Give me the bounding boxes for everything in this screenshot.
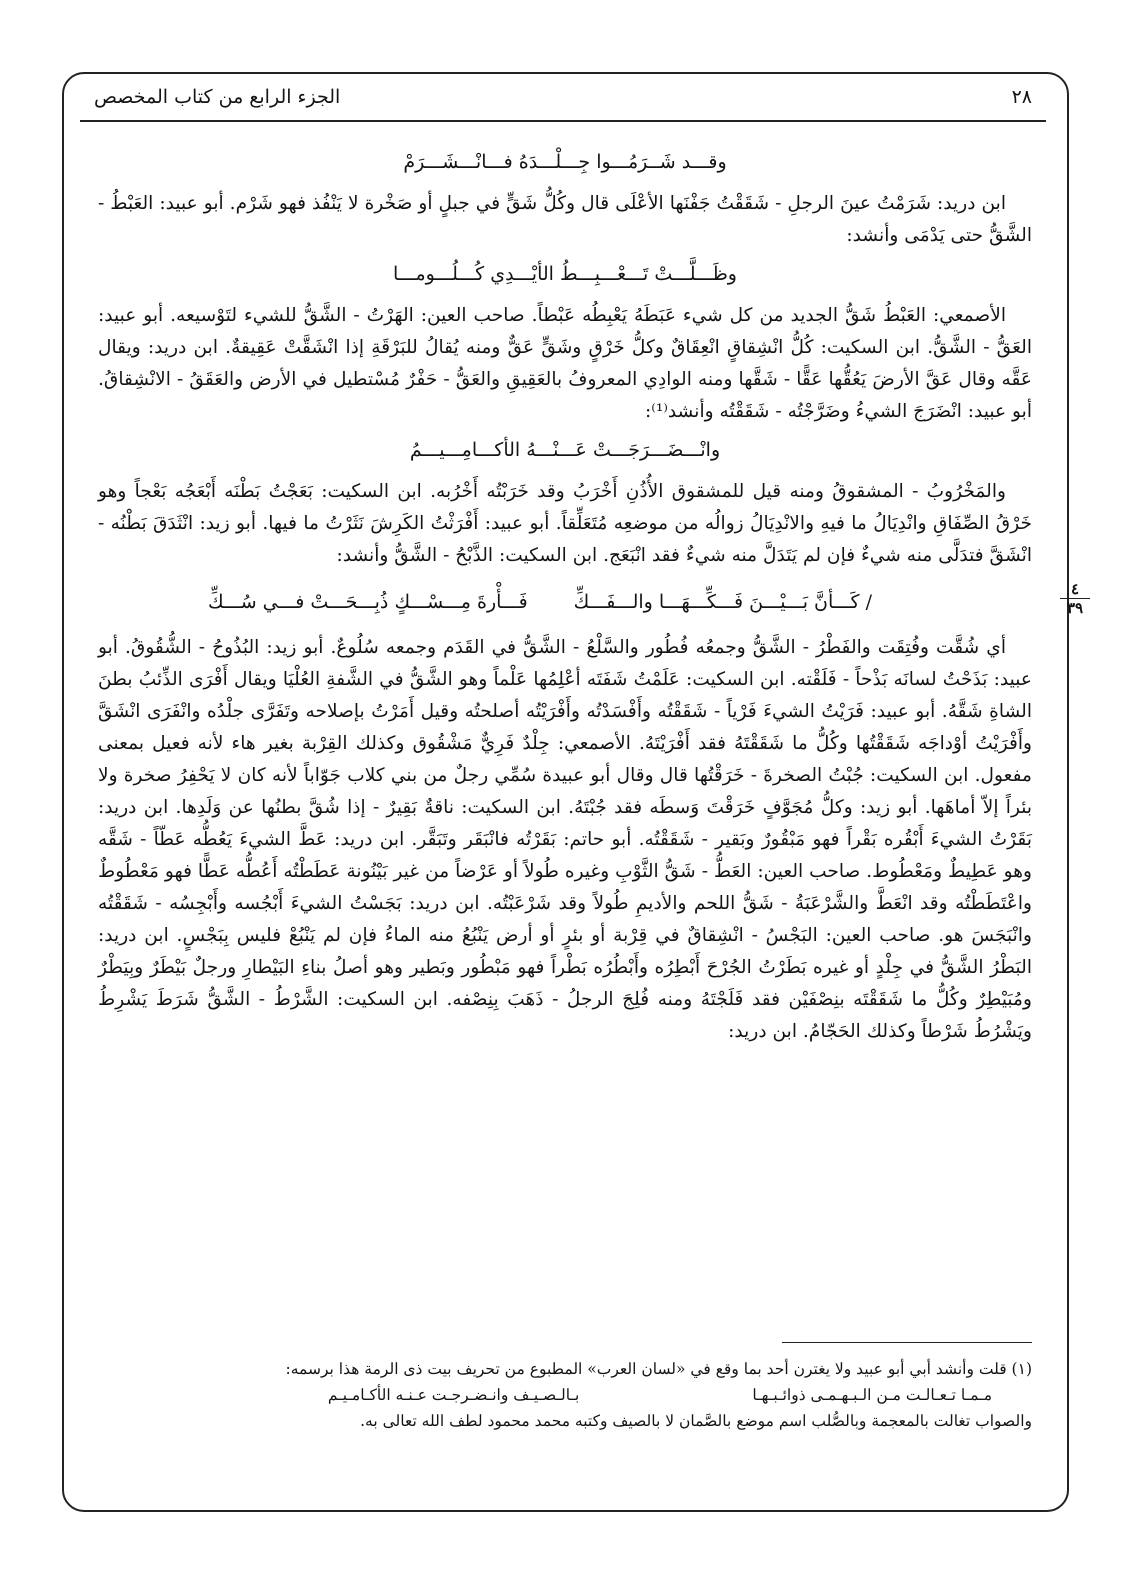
margin-ref-top: ٤: [1060, 580, 1090, 599]
verse-line: وظَـــلَّـــتْ تَـــعْـــبِـــطُ الأيْـــدِي كُـــلُـــومـــا: [393, 263, 737, 285]
verse-second-hemistich: فَـــأْرةَ مِـــسْـــكٍ ذُبِـــحَـــتْ فـــي سُـــكِّ: [208, 591, 528, 613]
paragraph: الأصمعي: العَبْطُ شَقُّ الجديد من كل شيء عَبَطَهُ يَعْبِطُه عَبْطاً. صاحب العين: الهَرْتُ - الشَّقُّ للشيء لتَوْسيعه. أبو عبيد: العَقُّ - الشَّقُّ. ابن السكيت: كُلُّ انْشِقاقٍ انْعِقَاقٌ وكلُّ خَرْقٍ وشَقٍّ عَقٌّ ومنه يُقالُ للبَرْقَةِ إذا انْشَقَّتْ عَقِيقةٌ. ابن دريد: ويقال عَقَّه وقال عَقَّ الأرضَ يَعُقُّها عَقًّا - شَقَّها ومنه الوادِي المعروفُ بالعَقِيقِ والعَقُّ - حَفْرٌ مُسْتطيل في الأرض والعَقَقُ - الانْشِقاقُ. أبو عبيد: انْضَرَجَ الشيءُ وضَرَّجْتُه - شَقَقْتُه وأنشد⁽¹⁾:: [98, 305, 1032, 422]
footnote-hemistich-left: بـالـصـيـف وانـضـرجـت عـنـه الأكـامـيـم: [327, 1386, 580, 1404]
footnote-text: (١) قلت وأنشد أبي أبو عبيد ولا يغترن أحد بما وقع في «لسان العرب» المطبوع من تحريف بيت ذى الرمة هذا برسمه:: [285, 1360, 1032, 1378]
verse-line: وقـــد شَــرَمُـــوا جِـــلْـــدَهُ فـــانْـــشَـــرَمْ: [403, 151, 727, 173]
header-rule: [80, 120, 1046, 122]
footnotes: [110, 1356, 1032, 1434]
footnote-verse: [110, 1382, 1032, 1408]
verse-line: وانْـــضَـــرَجَـــتْ عَـــنْـــهُ الأكـــامِـــيـــمُ: [409, 439, 721, 461]
footnote-rule: [782, 1342, 1032, 1343]
verse-couplet: [98, 578, 1084, 624]
page-number: ٢٨: [1011, 86, 1032, 108]
margin-ref-bottom: ٣٩: [1066, 599, 1084, 617]
verse-first-hemistich: / كَـــأنَّ بَـــيْـــنَ فَـــكِّـــهَـــا والـــفَـــكِّ: [573, 591, 872, 613]
main-text: [98, 140, 1084, 1052]
book-title: الجزء الرابع من كتاب المخصص: [94, 86, 341, 108]
paragraph: ابن دريد: شَرَمْتُ عينَ الرجلِ - شَقَقْتُ جَفْنَها الأعْلَى قال وكُلُّ شَقٍّ في جبلٍ أو صَخْرة لا يَنْفُذ فهو شَرْم. أبو عبيد: العَبْطُ - الشَّقُّ حتى يَدْمَى وأنشد:: [98, 193, 1032, 246]
book-page: [80, 72, 1084, 1502]
paragraph: والمَخْرُوبُ - المشقوقُ ومنه قيل للمشقوق الأُذُنِ أَخْرَبُ وقد خَرَبْتُه أَخْرُبه. ابن السكيت: بَعَجْتُ بَطْنَه أَبْعَجُه بَعْجاً وهو خَرْقُ الصِّفَاقِ وانْدِيَالُ ما فيهِ والانْدِيَالُ زوالُه من موضعِه مُتَعَلِّقاً. أبو عبيد: أَفْرَثْتُ الكَرِشَ نَثَرْتُ ما فيها. أبو زيد: انْثَدَقَ بَطْنُه - انْشَقَّ فتدَلَّى منه شيءٌ فإن لم يَتَدَلَّ منه شيءٌ فقد انْبَعَج. ابن السكيت: الذَّبْحُ - الشَّقُّ وأنشد:: [98, 481, 1032, 566]
running-header: [80, 86, 1046, 116]
margin-page-reference: [1060, 580, 1090, 617]
hemistich-text: كَـــأنَّ بَـــيْـــنَ فَـــكِّـــهَـــا والـــفَـــكِّ: [573, 591, 860, 613]
paragraph: أي شُقَّت وفُتِقَت والفَطْرُ - الشَّقُّ وجمعُه فُطُور والسَّلْعُ - الشَّقُّ في القَدَم وجمعه سُلُوعٌ. أبو زيد: البُذُوحُ - الشُّقُوقُ. أبو عبيد: بَذَحْتُ لسانَه بَذْحاً - فَلَقْته. ابن السكيت: عَلَمْتُ شَفَتَه أعْلِمُها عَلْماً وهو الشَّقُّ في الشَّفةِ العُلْيَا ويقال أَفْرَى الذِّئبُ بطنَ الشاةِ شَقَّهُ. أبو عبيد: فَرَيْتُ الشيءَ فَرْياً - شَقَقْتُه وأَفْسَدْتُه وأَفْرَيْتُه أصلحتُه وقيل أَمَرْتُ بإصلاحه وتَفَرَّى جلْدُه وانْفَرَى انْشَقَّ وأَفْرَيْتُ أوْداجَه شَقَقْتُها وكُلُّ ما شَقَقْتَهُ فقد أَفْرَيْتَهُ. الأصمعي: جِلْدٌ فَرِيٌّ مَشْقُوق وكذلك القِرْبة بغير هاء لأنه فعيل بمعنى مفعول. ابن السكيت: جُبْتُ الصخرةَ - خَرَقْتُها قال وقال أبو عبيدة سُمِّي رجلٌ من بني كلاب جَوّاباً لأنه كان لا يَحْفِرُ صخرة ولا بئراً إلاّ أماهَها. أبو زيد: وكلُّ مُجَوَّفٍ خَرَقْتَ وَسطَه فقد جُبْتَهُ. ابن السكيت: ناقةٌ بَقِيرٌ - إذا شُقَّ بطنُها عن وَلَدِها. ابن دريد: بَقَرْتُ الشيءَ أَبْقُره بَقْراً فهو مَبْقُورٌ وبَقير - شَقَقْتُه. أبو حاتم: بَقَرْتُه فانْبَقَر وتَبَقَّر. ابن دريد: عَطَّ الشيءَ يَعُطُّه عَطّاً - شَقَّه وهو عَطِيطٌ ومَعْطُوط. صاحب العين: العَطُّ - شَقُّ الثَّوْبِ وغيره طُولاً أو عَرْضاً من غير بَيْنُونة عَطَطْتُه أَعُطُّه عَطًّا فهو مَعْطُوطٌ واعْتَطَطْتُه وقد انْعَطَّ والشَّرْعَبَةُ - شَقُّ اللحم والأديمِ طُولاً وقد شَرْعَبْتُه. ابن دريد: بَجَسْتُ الشيءَ أَبْجُسه وأَبْجِسُه - شَقَقْتُه وانْبَجَسَ هو. صاحب العين: البَجْسُ - انْشِقاقٌ في قِرْبة أو بئرٍ أو أرض يَنْبُعُ منه الماءُ فإن لم يَنْبُعْ فليس بِبَجْسٍ. ابن دريد: البَطْرُ الشَّقُّ في جِلْدٍ أو غيره بَطَرْتُ الجُرْحَ أَبْطِرُه وأَبْطُرُه بَطْراً فهو مَبْطُور وبَطير وهو أصلُ بناءِ البَيْطارِ ورجلٌ بَيْطَرٌ وبِيَطْرٌ ومُبَيْطِرٌ وكُلُّ ما شَقَقْتَه بنِصْفَيْن فقد فَلَجْتَهُ ومنه فُلِجَ الرجلُ - ذَهَبَ بِنِصْفه. ابن السكيت: الشَّرْطُ - الشَّقُّ شَرَطَ يَشْرِطُ ويَشْرُطُ شَرْطاً وكذلك الحَجّامُ. ابن دريد:: [98, 637, 1032, 1042]
footnote-hemistich-right: مـمـا تـعـالـت مـن الـبـهـمـى ذوائـبـهـا: [752, 1386, 992, 1404]
footnote-text: والصواب تغالت بالمعجمة وبالصُّلب اسم موضع بالصَّمان لا بالصيف وكتبه محمد محمود لطف الله تعالى به.: [360, 1412, 1032, 1430]
